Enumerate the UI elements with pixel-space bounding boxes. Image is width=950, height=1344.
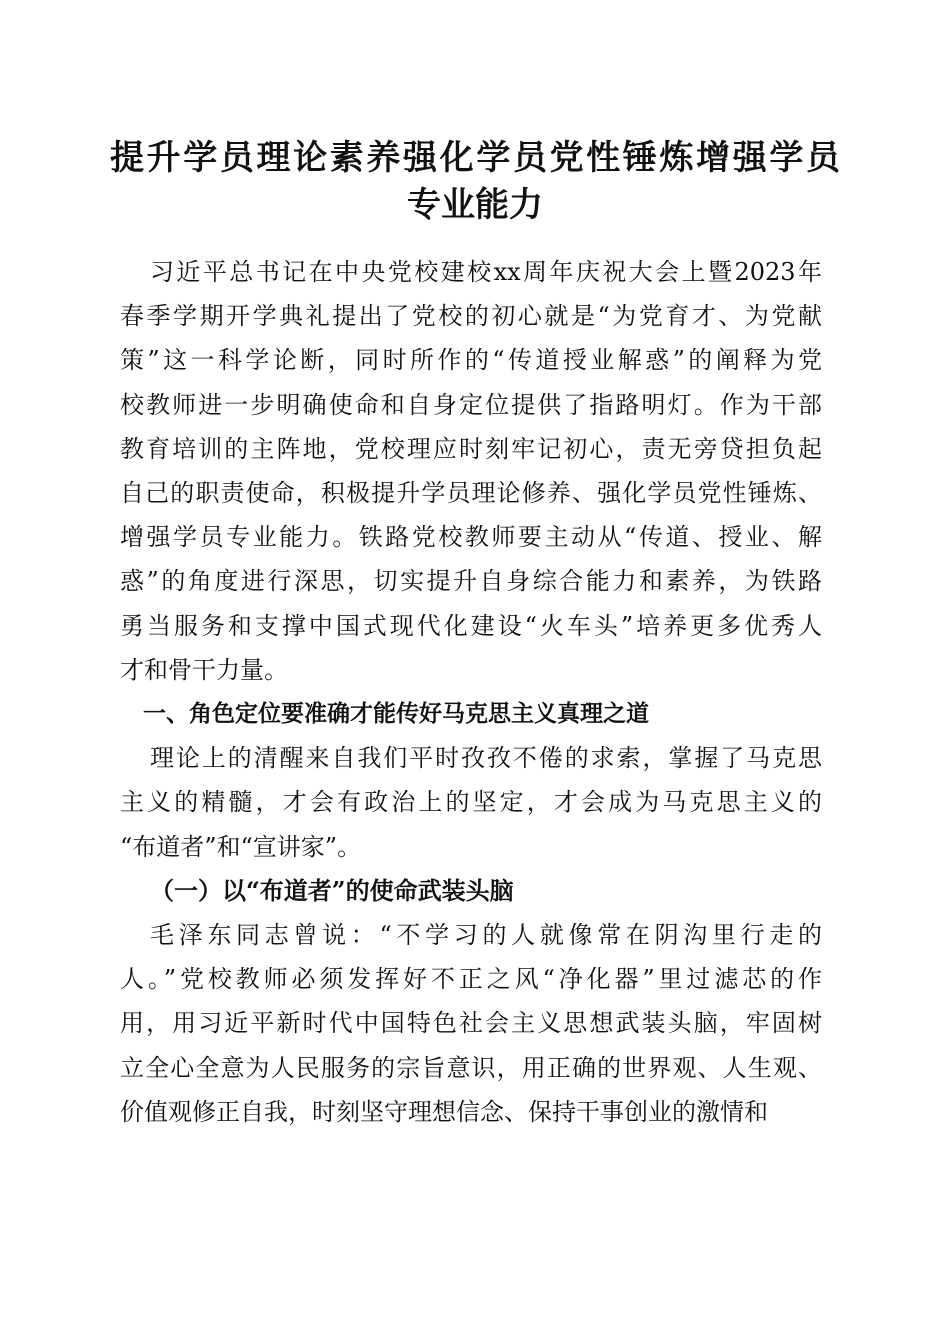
paragraph-line: 自己的职责使命，积极提升学员理论修养、强化学员党性锤炼、 — [120, 479, 822, 507]
document-title-line: 提升学员理论素养强化学员党性锤炼增强学员 — [110, 138, 840, 178]
paragraph-line: 勇当服务和支撑中国式现代化建设“火车头”培养更多优秀人 — [120, 612, 822, 640]
paragraph-line: 惑”的角度进行深思，切实提升自身综合能力和素养，为铁路 — [120, 567, 822, 595]
paragraph-line: 毛泽东同志曾说：“不学习的人就像常在阴沟里行走的 — [150, 921, 822, 949]
subsection-heading: （一）以“布道者”的使命武装头脑 — [150, 876, 514, 905]
paragraph-line: 价值观修正自我，时刻坚守理想信念、保持干事创业的激情和 — [120, 1098, 768, 1126]
section-heading: 一、角色定位要准确才能传好马克思主义真理之道 — [143, 701, 649, 727]
paragraph-line: 才和骨干力量。 — [120, 656, 288, 684]
paragraph-line: 教育培训的主阵地，党校理应时刻牢记初心，责无旁贷担负起 — [120, 435, 822, 463]
paragraph-line: 主义的精髓，才会有政治上的坚定，才会成为马克思主义的 — [120, 788, 822, 816]
paragraph-line: 策”这一科学论断，同时所作的“传道授业解惑”的阐释为党 — [120, 346, 822, 374]
paragraph-line: 增强学员专业能力。铁路党校教师要主动从“传道、授业、解 — [120, 523, 822, 551]
paragraph-line: 春季学期开学典礼提出了党校的初心就是“为党育才、为党献 — [120, 302, 822, 330]
paragraph-line: 理论上的清醒来自我们平时孜孜不倦的求索，掌握了马克思 — [150, 744, 822, 772]
document-title-line: 专业能力 — [407, 185, 543, 225]
paragraph-line: “布道者”和“宣讲家”。 — [120, 833, 362, 861]
paragraph-line: 习近平总书记在中央党校建校xx周年庆祝大会上暨2023年 — [150, 258, 822, 286]
paragraph-line: 用，用习近平新时代中国特色社会主义思想武装头脑，牢固树 — [120, 1009, 822, 1037]
paragraph-line: 人。”党校教师必须发挥好不正之风“净化器”里过滤芯的作 — [120, 965, 822, 993]
paragraph-line: 校教师进一步明确使命和自身定位提供了指路明灯。作为干部 — [120, 391, 822, 419]
paragraph-line: 立全心全意为人民服务的宗旨意识，用正确的世界观、人生观、 — [120, 1054, 822, 1082]
